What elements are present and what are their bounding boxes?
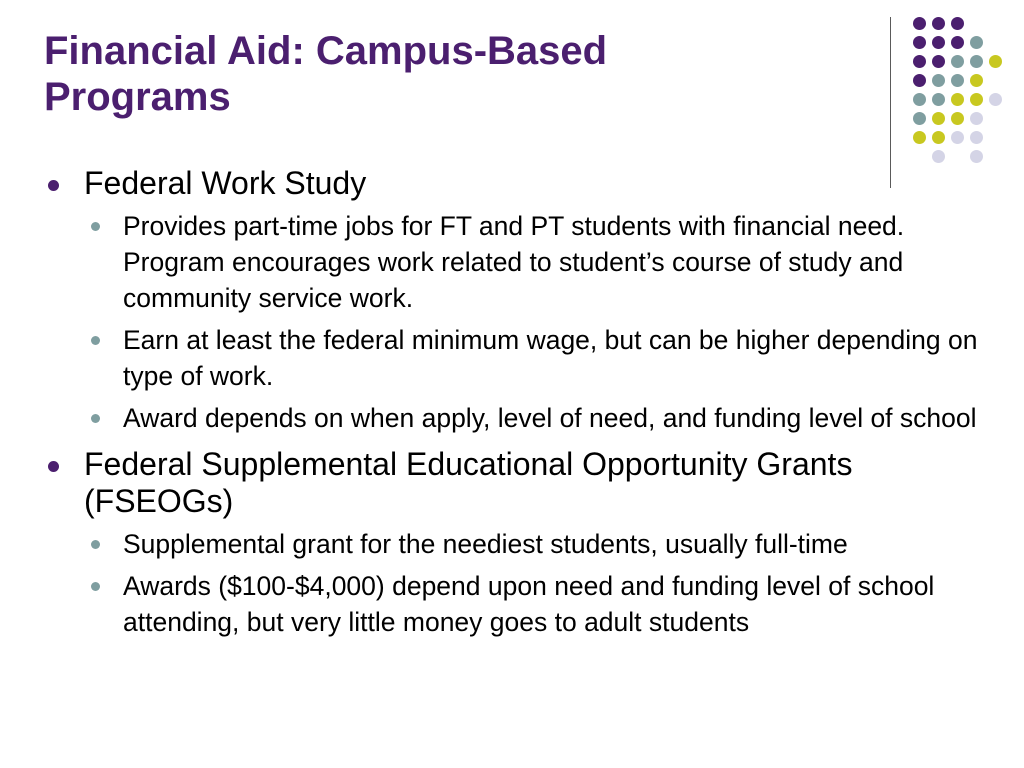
bullet-federal-work-study	[44, 165, 994, 202]
slide-title-line-1: Financial Aid: Campus-Based	[44, 29, 608, 73]
decorative-dot-icon	[951, 55, 964, 68]
decorative-dot-icon	[970, 93, 983, 106]
decorative-dot-icon	[932, 17, 945, 30]
bullet-fseog	[44, 446, 994, 520]
sub-bullet-text: Earn at least the federal minimum wage, but can be higher depending on type of work.	[123, 325, 978, 391]
decorative-dot-icon	[932, 112, 945, 125]
decorative-dot-icon	[932, 131, 945, 144]
decorative-dot-icon	[970, 36, 983, 49]
decorative-dot-icon	[932, 93, 945, 106]
teal-bullet-icon	[91, 414, 100, 423]
decorative-dot-icon	[932, 55, 945, 68]
decorative-dot-icon	[951, 74, 964, 87]
sub-bullet-text: Provides part-time jobs for FT and PT students with financial need. Program encourages work related to student’s course of study and community service work.	[123, 211, 905, 313]
decorative-dot-icon	[913, 112, 926, 125]
bullet-text: Federal Supplemental Educational Opportunity Grants (FSEOGs)	[84, 446, 853, 519]
decorative-dot-icon	[951, 17, 964, 30]
sub-bullet	[44, 568, 994, 640]
decorative-dot-icon	[951, 131, 964, 144]
purple-bullet-icon	[48, 461, 59, 472]
decorative-dot-icon	[932, 36, 945, 49]
decorative-dot-icon	[970, 150, 983, 163]
sub-bullet	[44, 526, 994, 562]
slide-title-line-2: Programs	[44, 75, 231, 119]
sub-bullet-text: Supplemental grant for the neediest students, usually full-time	[123, 529, 848, 559]
decorative-dot-icon	[970, 131, 983, 144]
teal-bullet-icon	[91, 222, 100, 231]
decorative-dot-icon	[913, 36, 926, 49]
decorative-dot-icon	[951, 112, 964, 125]
purple-bullet-icon	[48, 180, 59, 191]
sub-bullet	[44, 400, 994, 436]
decorative-dot-icon	[970, 55, 983, 68]
decorative-dot-icon	[913, 74, 926, 87]
sub-bullet	[44, 322, 994, 394]
decorative-dot-icon	[932, 150, 945, 163]
teal-bullet-icon	[91, 540, 100, 549]
slide-body	[44, 165, 994, 646]
decorative-dot-icon	[970, 74, 983, 87]
decorative-dot-icon	[932, 74, 945, 87]
sub-bullet-text: Awards ($100-$4,000) depend upon need and funding level of school attending, but very little money goes to adult students	[123, 571, 935, 637]
decorative-dot-icon	[989, 93, 1002, 106]
slide-title	[44, 28, 844, 120]
teal-bullet-icon	[91, 336, 100, 345]
sub-bullet-text: Award depends on when apply, level of need, and funding level of school	[123, 403, 977, 433]
decorative-dot-icon	[913, 93, 926, 106]
decorative-dot-icon	[913, 131, 926, 144]
decorative-dot-icon	[989, 55, 1002, 68]
decorative-dot-icon	[970, 112, 983, 125]
title-divider-line	[890, 17, 891, 188]
decorative-dot-icon	[913, 17, 926, 30]
decorative-dot-icon	[951, 93, 964, 106]
decorative-dot-icon	[913, 55, 926, 68]
sub-bullet	[44, 208, 994, 316]
teal-bullet-icon	[91, 582, 100, 591]
bullet-text: Federal Work Study	[84, 165, 367, 201]
decorative-dot-icon	[951, 36, 964, 49]
